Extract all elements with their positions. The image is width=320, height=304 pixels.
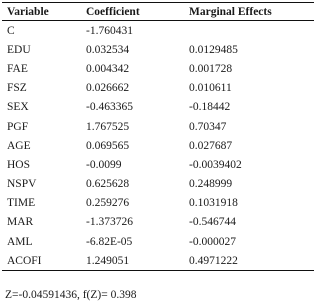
variable-cell: C [7, 24, 15, 37]
variable-cell: AML [7, 235, 33, 248]
table-row [2, 98, 314, 117]
variable-cell: MAR [7, 216, 34, 229]
table-row [2, 175, 314, 194]
coefficient-cell: 1.767525 [86, 120, 130, 133]
table-row [2, 21, 314, 41]
coefficient-cell: 0.259276 [86, 197, 130, 210]
marginal-effect-cell: -0.0039402 [189, 158, 242, 171]
marginal-effect-cell: 0.010611 [189, 82, 232, 95]
coefficient-cell: 1.249051 [86, 251, 189, 271]
table-row [2, 40, 314, 59]
marginal-effect-cell: -0.546744 [189, 216, 236, 229]
header-marginal-effects: Marginal Effects [189, 3, 314, 21]
table-row [2, 155, 314, 174]
coefficient-cell: 0.625628 [86, 178, 130, 191]
table-row [2, 213, 314, 232]
variable-cell: FSZ [7, 82, 27, 95]
variable-cell: TIME [7, 197, 36, 210]
table-header [2, 3, 314, 21]
marginal-effect-cell: -0.18442 [189, 101, 231, 114]
coefficient-cell: 0.026662 [86, 82, 130, 95]
marginal-effect-cell: 0.0129485 [189, 43, 238, 56]
coefficient-cell: 0.032534 [86, 43, 130, 56]
table-row [2, 117, 314, 136]
marginal-effect-cell: 0.248999 [189, 178, 233, 191]
header-row [2, 3, 314, 21]
variable-cell: EDU [7, 43, 31, 56]
variable-cell: PGF [7, 120, 29, 133]
table-row [2, 251, 314, 271]
coefficient-cell: 0.004342 [86, 62, 130, 75]
marginal-effect-cell: 0.70347 [189, 120, 227, 133]
marginal-effect-cell: 0.4971222 [189, 251, 314, 271]
regression-table [2, 2, 314, 271]
variable-cell: AGE [7, 139, 31, 152]
header-coefficient: Coefficient [86, 3, 189, 21]
coefficient-cell: -0.463365 [86, 101, 133, 114]
coefficient-cell: -1.373726 [86, 216, 133, 229]
table-row [2, 232, 314, 251]
marginal-effect-cell: 0.001728 [189, 62, 233, 75]
variable-cell: SEX [7, 101, 29, 114]
variable-cell: HOS [7, 158, 31, 171]
table-row [2, 136, 314, 155]
coefficient-cell: -6.82E-05 [86, 235, 133, 248]
table-row [2, 59, 314, 78]
marginal-effect-cell: -0.000027 [189, 235, 236, 248]
variable-cell: ACOFI [2, 251, 86, 271]
table-body [2, 21, 314, 271]
variable-cell: NSPV [7, 178, 37, 191]
marginal-effect-cell: 0.027687 [189, 139, 233, 152]
coefficient-cell: -0.0099 [86, 158, 122, 171]
coefficient-cell: -1.760431 [86, 24, 133, 37]
table-row [2, 79, 314, 98]
header-variable: Variable [2, 3, 86, 21]
footnote-z-statistic: Z=-0.04591436, f(Z)= 0.398 [5, 289, 137, 301]
table-row [2, 194, 314, 213]
marginal-effect-cell [189, 21, 314, 41]
variable-cell: FAE [7, 62, 28, 75]
marginal-effect-cell: 0.1031918 [189, 197, 238, 210]
coefficient-cell: 0.069565 [86, 139, 130, 152]
